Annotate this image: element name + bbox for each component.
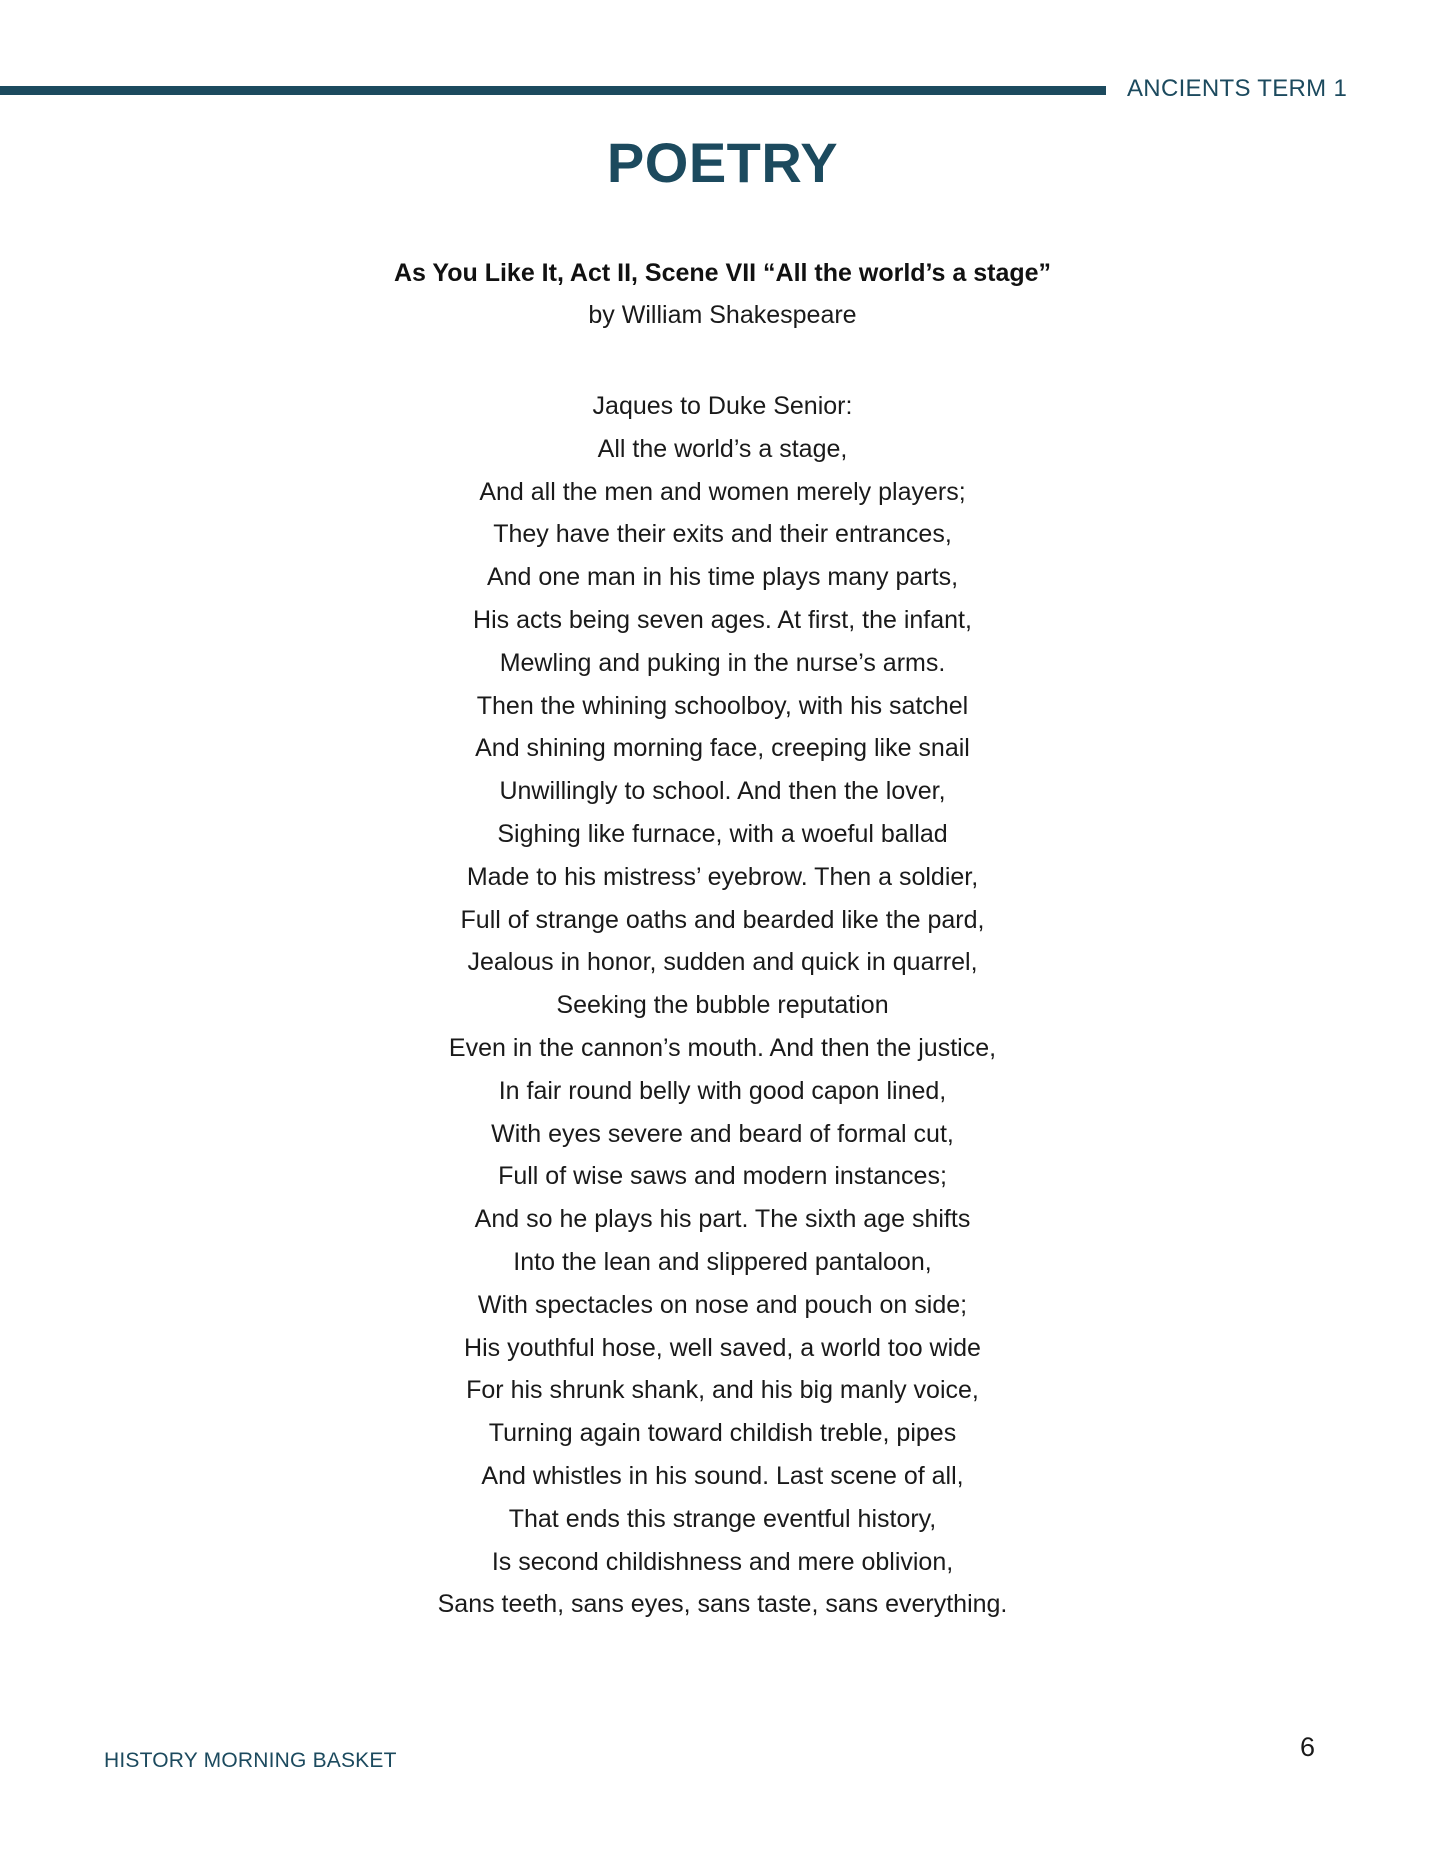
poem-line: Made to his mistress’ eyebrow. Then a soldier, [466, 862, 979, 891]
header-label: ANCIENTS TERM 1 [1127, 75, 1348, 102]
poem-line: All the world’s a stage, [597, 434, 848, 463]
poem-line: And so he plays his part. The sixth age shifts [474, 1205, 971, 1234]
poem-line: And one man in his time plays many parts, [486, 563, 959, 592]
poem-author: by William Shakespeare [588, 301, 857, 329]
poem-line: Mewling and puking in the nurse’s arms. [499, 648, 946, 677]
page-title: POETRY [606, 131, 839, 194]
footer-label: HISTORY MORNING BASKET [104, 1749, 397, 1772]
poem-line: With eyes severe and beard of formal cut, [491, 1119, 954, 1148]
poem-title: As You Like It, Act II, Scene VII “All the world’s a stage” [393, 259, 1052, 287]
poem-line: His acts being seven ages. At first, the infant, [473, 605, 972, 634]
poem-line: And all the men and women merely players; [479, 477, 966, 506]
poem-line: Full of wise saws and modern instances; [498, 1162, 947, 1191]
poem-line: For his shrunk shank, and his big manly voice, [466, 1376, 979, 1405]
header-rule [0, 86, 1106, 95]
poem-line: Jealous in honor, sudden and quick in quarrel, [467, 948, 978, 977]
poem-body [0, 385, 1445, 1626]
page-number: 6 [1300, 1732, 1316, 1762]
poem-line: And whistles in his sound. Last scene of all, [481, 1461, 964, 1490]
poem-line: Even in the cannon’s mouth. And then the justice, [448, 1033, 997, 1062]
poem-line: They have their exits and their entrances, [493, 520, 952, 549]
poem-line: With spectacles on nose and pouch on side; [477, 1290, 968, 1319]
poem-line: Full of strange oaths and bearded like the pard, [460, 905, 985, 934]
poem-line: Sans teeth, sans eyes, sans taste, sans everything. [437, 1590, 1008, 1619]
poem-line: Is second childishness and mere oblivion, [491, 1547, 954, 1576]
poem-line: Sighing like furnace, with a woeful ballad [497, 819, 948, 848]
poem-line: Jaques to Duke Senior: [592, 392, 853, 420]
poem-line: Unwillingly to school. And then the lover, [499, 777, 946, 806]
poem-line: Seeking the bubble reputation [556, 991, 889, 1020]
poem-line: Then the whining schoolboy, with his satchel [476, 691, 969, 720]
poem-line: Turning again toward childish treble, pipes [488, 1419, 957, 1448]
poem-line: In fair round belly with good capon lined, [498, 1076, 947, 1105]
poem-line: And shining morning face, creeping like snail [475, 734, 970, 763]
poem-line: That ends this strange eventful history, [508, 1504, 937, 1533]
poem-line: His youthful hose, well saved, a world too wide [464, 1333, 981, 1362]
poem-line: Into the lean and slippered pantaloon, [513, 1247, 932, 1276]
